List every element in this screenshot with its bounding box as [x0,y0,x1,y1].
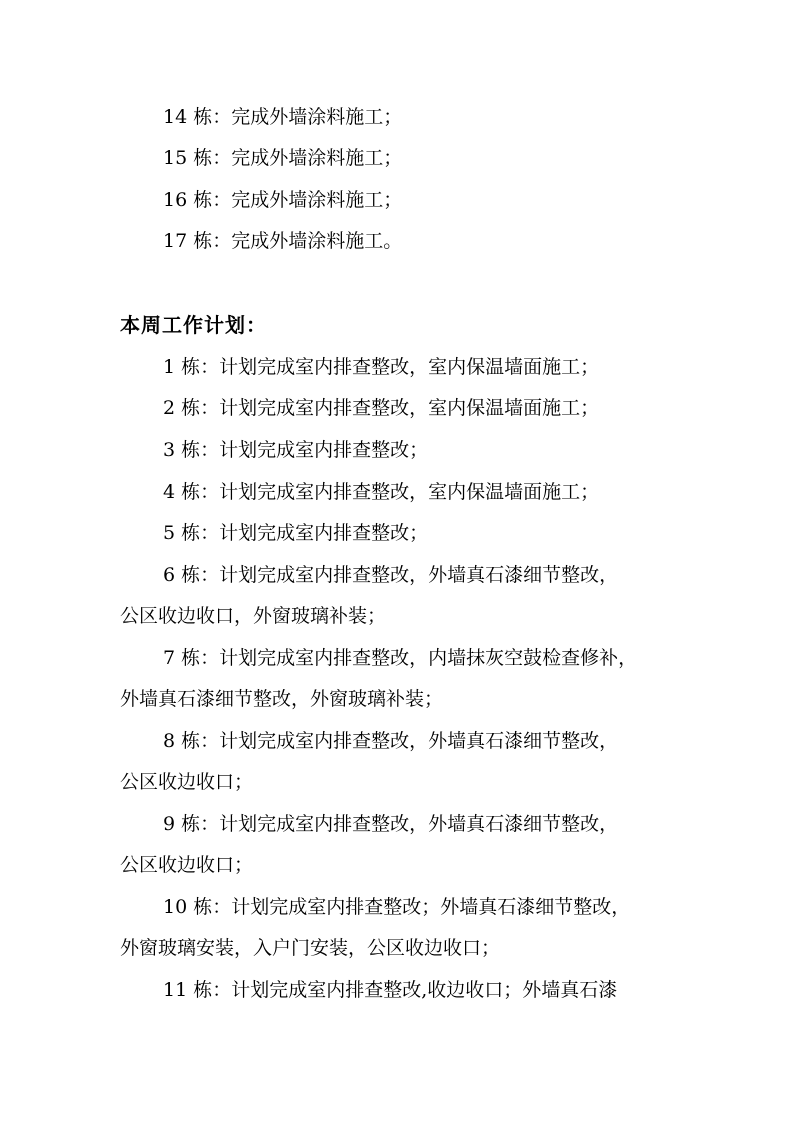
plan-line-building-6-continued: 公区收边收口，外窗玻璃补装； [120,605,387,627]
plan-line-building-8-continued: 公区收边收口； [120,771,254,793]
plan-line-building-4: 4 栋：计划完成室内排查整改，室内保温墙面施工； [163,481,600,503]
plan-line-building-7: 7 栋：计划完成室内排查整改，内墙抹灰空鼓检查修补， [163,647,638,669]
plan-line-building-9-continued: 公区收边收口； [120,854,254,876]
text-line-building-16: 16 栋：完成外墙涂料施工； [163,189,403,211]
plan-line-building-5: 5 栋：计划完成室内排查整改； [163,522,429,544]
plan-line-building-10: 10 栋：计划完成室内排查整改；外墙真石漆细节整改， [163,896,631,918]
plan-line-building-7-continued: 外墙真石漆细节整改，外窗玻璃补装； [120,688,444,710]
section-heading: 本周工作计划： [120,313,267,337]
plan-line-building-10-continued: 外窗玻璃安装，入户门安装，公区收边收口； [120,937,501,959]
plan-line-building-11: 11 栋：计划完成室内排查整改,收边收口；外墙真石漆 [163,979,618,1001]
text-line-building-14: 14 栋：完成外墙涂料施工； [163,106,403,128]
text-line-building-15: 15 栋：完成外墙涂料施工； [163,147,403,169]
text-line-building-17: 17 栋：完成外墙涂料施工。 [163,230,403,252]
plan-line-building-8: 8 栋：计划完成室内排查整改，外墙真石漆细节整改， [163,730,619,752]
plan-line-building-3: 3 栋：计划完成室内排查整改； [163,439,429,461]
plan-line-building-9: 9 栋：计划完成室内排查整改，外墙真石漆细节整改， [163,813,619,835]
plan-line-building-6: 6 栋：计划完成室内排查整改，外墙真石漆细节整改， [163,564,619,586]
plan-line-building-2: 2 栋：计划完成室内排查整改，室内保温墙面施工； [163,397,600,419]
plan-line-building-1: 1 栋：计划完成室内排查整改，室内保温墙面施工； [163,356,600,378]
